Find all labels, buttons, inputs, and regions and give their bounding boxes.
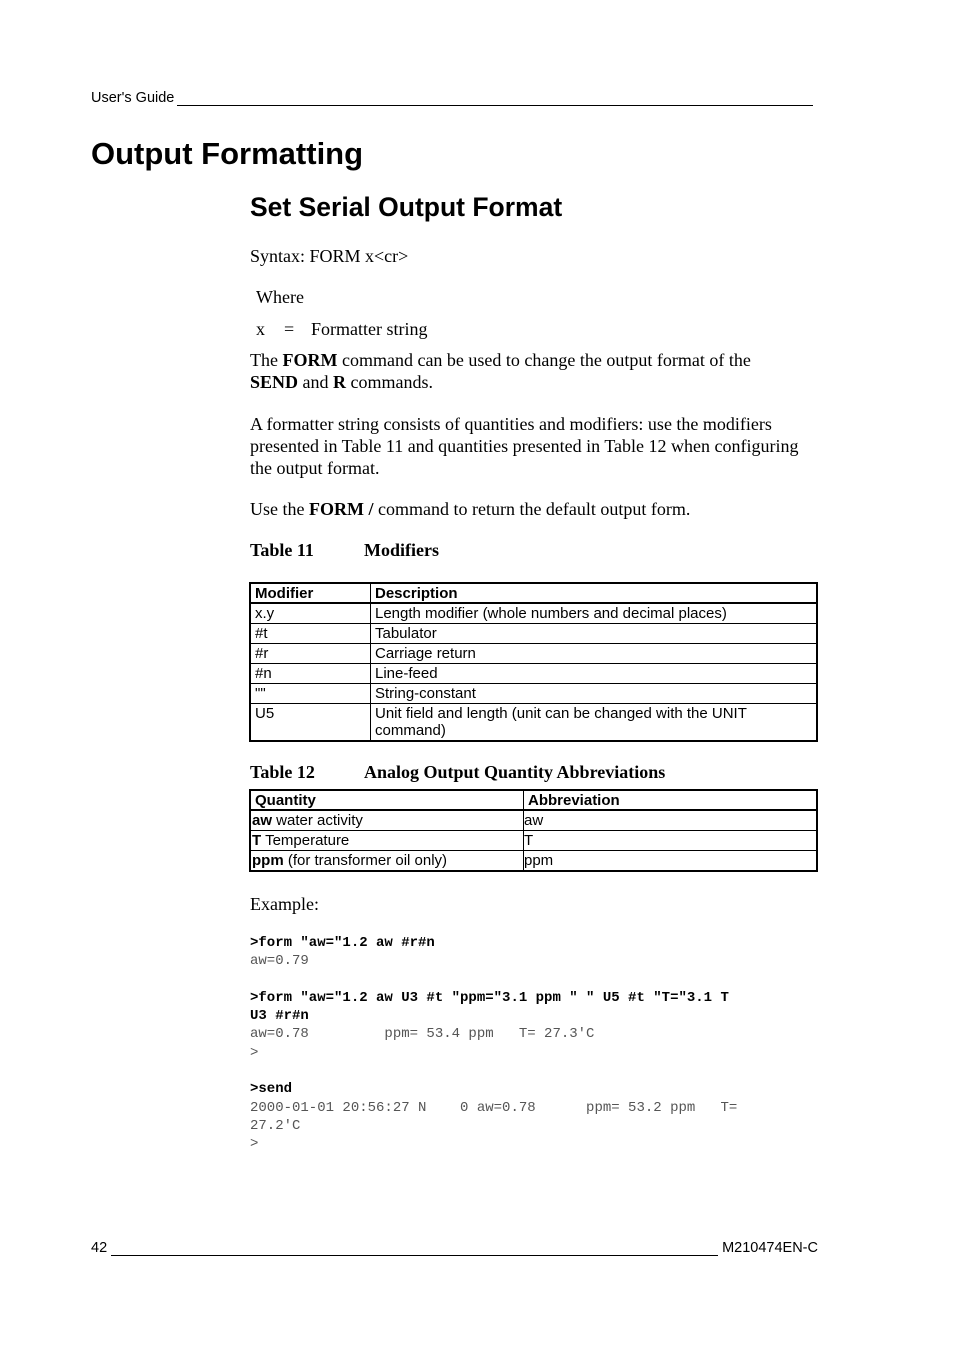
table-header-row — [250, 583, 817, 603]
code-command: >send — [250, 1081, 293, 1098]
table-cell: String-constant — [371, 684, 818, 704]
code-blank-line — [250, 1062, 737, 1080]
table-row — [250, 603, 817, 624]
page-number: 42 — [91, 1240, 108, 1256]
footer-rule — [111, 1243, 718, 1256]
quantity-name: Temperature — [261, 832, 350, 849]
text-run: The — [250, 350, 283, 370]
table-cell — [250, 810, 524, 831]
table-cell: #r — [250, 644, 371, 664]
definition-row — [256, 318, 427, 340]
code-prompt: > — [250, 1136, 259, 1153]
table-row — [250, 664, 817, 684]
form-description-paragraph — [250, 349, 820, 393]
code-example — [250, 934, 737, 1154]
document-code: M210474EN-C — [722, 1240, 818, 1256]
table-cell: "" — [250, 684, 371, 704]
table-cell: Unit field and length (unit can be changed with the UNIT command) — [371, 704, 818, 742]
quantity-abbreviations-table — [249, 789, 818, 872]
table11-title: Modifiers — [364, 540, 439, 560]
bold-run: SEND — [250, 372, 299, 392]
column-header: Modifier — [250, 583, 371, 603]
table-row — [250, 624, 817, 644]
syntax-line: Syntax: FORM x<cr> — [250, 246, 409, 266]
table-row — [250, 831, 817, 851]
bold-run: FORM — [282, 350, 338, 370]
code-command: >form "aw="1.2 aw U3 #t "ppm="3.1 ppm " " U5 #t "T="3.1 T — [250, 989, 729, 1006]
definition-var: x — [256, 319, 265, 339]
chapter-title: Output Formatting — [91, 136, 364, 171]
table11-number: Table 11 — [250, 540, 314, 560]
table-cell: Line-feed — [371, 664, 818, 684]
code-prompt: > — [250, 1044, 259, 1061]
header-rule — [177, 93, 813, 106]
quantity-symbol: ppm — [252, 852, 284, 869]
where-label: Where — [256, 287, 304, 307]
table-row — [250, 851, 817, 872]
table11-caption — [250, 540, 439, 561]
table-header-row — [250, 790, 817, 810]
table-cell: x.y — [250, 603, 371, 624]
text-run: commands. — [346, 372, 434, 392]
text-run: command to return the default output form. — [373, 499, 691, 519]
code-blank-line — [250, 971, 737, 989]
table-cell: #t — [250, 624, 371, 644]
text-run: and — [298, 372, 334, 392]
table-cell — [250, 851, 524, 872]
quantity-symbol: aw — [252, 812, 273, 829]
section-title: Set Serial Output Format — [250, 192, 563, 222]
header-title: User's Guide — [91, 90, 175, 106]
formatter-string-paragraph: A formatter string consists of quantities and modifiers: use the modifiers presented in Table 11 and quantities presented in Table 12 when configuring the output format. — [250, 414, 799, 478]
text-run: command can be used to change the output format of the — [337, 350, 751, 370]
table-cell: U5 — [250, 704, 371, 742]
example-label: Example: — [250, 894, 319, 914]
table-cell: Length modifier (whole numbers and decimal places) — [371, 603, 818, 624]
column-header: Description — [371, 583, 818, 603]
code-output: 2000-01-01 20:56:27 N 0 aw=0.78 ppm= 53.2 ppm T= — [250, 1099, 738, 1116]
code-command: U3 #r#n — [250, 1008, 309, 1025]
code-command: >form "aw="1.2 aw #r#n — [250, 935, 435, 951]
table-cell: T — [524, 831, 818, 851]
quantity-name: (for transformer oil only) — [283, 852, 448, 869]
table-row — [250, 704, 817, 742]
table-cell: ppm — [524, 851, 818, 872]
code-output: aw=0.79 — [250, 953, 309, 970]
code-output: 27.2'C — [250, 1117, 301, 1134]
bold-run: R — [333, 372, 347, 392]
code-output: aw=0.78 ppm= 53.4 ppm T= 27.3'C — [250, 1026, 595, 1043]
definition-eq: = — [284, 319, 295, 339]
text-run: Use the — [250, 499, 309, 519]
table12-number: Table 12 — [250, 762, 315, 782]
table12-caption — [250, 762, 665, 783]
modifiers-table — [249, 582, 818, 742]
table-cell: aw — [524, 810, 818, 831]
definition-desc: Formatter string — [311, 319, 428, 339]
table12-title: Analog Output Quantity Abbreviations — [364, 762, 666, 782]
table-row — [250, 810, 817, 831]
quantity-symbol: T — [252, 832, 262, 849]
default-form-paragraph — [250, 498, 820, 520]
column-header: Quantity — [250, 790, 524, 810]
page-footer — [91, 1240, 818, 1256]
quantity-name: water activity — [272, 812, 363, 829]
page-header — [91, 90, 813, 106]
table-cell — [250, 831, 524, 851]
table-cell: Carriage return — [371, 644, 818, 664]
table-cell: #n — [250, 664, 371, 684]
table-row — [250, 684, 817, 704]
table-cell: Tabulator — [371, 624, 818, 644]
bold-run: FORM / — [308, 499, 374, 519]
table-row — [250, 644, 817, 664]
column-header: Abbreviation — [524, 790, 818, 810]
